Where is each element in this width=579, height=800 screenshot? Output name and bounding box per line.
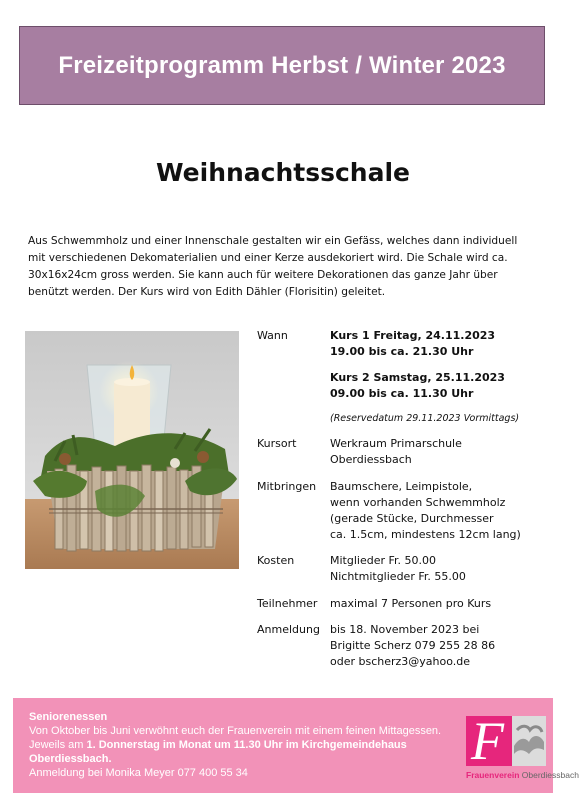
kosten-label: Kosten (257, 554, 295, 567)
footer-heading: Seniorenessen (29, 711, 108, 723)
wann-label: Wann (257, 329, 288, 342)
kurs1-time: 19.00 bis ca. 21.30 Uhr (330, 345, 474, 358)
footer-line-2-bold: 1. Donnerstag im Monat um 11.30 Uhr im Kirchgemeindehaus (86, 739, 407, 751)
header-banner (19, 26, 545, 105)
footer-text (29, 710, 442, 780)
footer-line-2 (29, 738, 429, 752)
kursort-label: Kursort (257, 437, 297, 450)
mitbringen-line-3: (gerade Stücke, Durchmesser (330, 512, 494, 525)
kursort-line-2: Oberdiessbach (330, 453, 412, 466)
anmeldung-email[interactable]: oder bscherz3@yahoo.de (330, 655, 471, 668)
footer-line-4: Anmeldung bei Monika Meyer 077 400 55 34 (29, 767, 248, 779)
event-description: Aus Schwemmholz und einer Innenschale gestalten wir ein Gefäss, welches dann individuell mit verschiedenen Dekomaterialien und einer Kerze ausdekoriert wird. Die Schale wird ca. 30x16x24cm gross werden. Sie kann auch für weitere Dekorationen das ganze Jahr über benützt werden. Der Kurs wird von Edith Dähler (Florisitin) geleitet. (28, 235, 518, 298)
kurs1-date: Kurs 1 Freitag, 24.11.2023 (330, 329, 496, 342)
frauenverein-logo (452, 708, 579, 780)
teilnehmer-label: Teilnehmer (257, 597, 318, 610)
teilnehmer-value: maximal 7 Personen pro Kurs (330, 597, 492, 610)
page-header-title: Freizeitprogramm Herbst / Winter 2023 (58, 51, 506, 79)
footer-line-1: Von Oktober bis Juni verwöhnt euch der Frauenverein mit einem feinen Mittagessen. (29, 725, 442, 737)
mitbringen-line-2: wenn vorhanden Schwemmholz (330, 496, 506, 509)
mitbringen-line-1: Baumschere, Leimpistole, (330, 480, 473, 493)
logo-caption (466, 770, 579, 780)
anmeldung-line-1: bis 18. November 2023 bei (330, 623, 480, 636)
kursort-line-1: Werkraum Primarschule (330, 437, 462, 450)
reserve-date: (Reservedatum 29.11.2023 Vormittags) (330, 413, 520, 424)
mitbringen-label: Mitbringen (257, 480, 317, 493)
footer-box (13, 698, 579, 793)
kosten-line-2: Nichtmitglieder Fr. 55.00 (330, 570, 466, 583)
logo-name-place: Oberdiessbach (521, 770, 579, 780)
logo-f-block (466, 711, 512, 771)
kurs2-date: Kurs 2 Samstag, 25.11.2023 (330, 371, 505, 384)
mitbringen-line-4: ca. 1.5cm, mindestens 12cm lang) (330, 528, 521, 541)
anmeldung-line-2: Brigitte Scherz 079 255 28 86 (330, 639, 496, 652)
hands-icon (512, 716, 546, 766)
logo-name-main: Frauenverein (466, 770, 520, 780)
event-title: Weihnachtsschale (155, 158, 411, 187)
candle-arrangement-photo (25, 331, 239, 569)
footer-line-2-prefix: Jeweils am (29, 739, 87, 751)
anmeldung-label: Anmeldung (257, 623, 320, 636)
logo-letter: F (471, 711, 504, 771)
kurs2-time: 09.00 bis ca. 11.30 Uhr (330, 387, 474, 400)
footer-line-3: Oberdiessbach. (29, 753, 112, 765)
kosten-line-1: Mitglieder Fr. 50.00 (330, 554, 437, 567)
